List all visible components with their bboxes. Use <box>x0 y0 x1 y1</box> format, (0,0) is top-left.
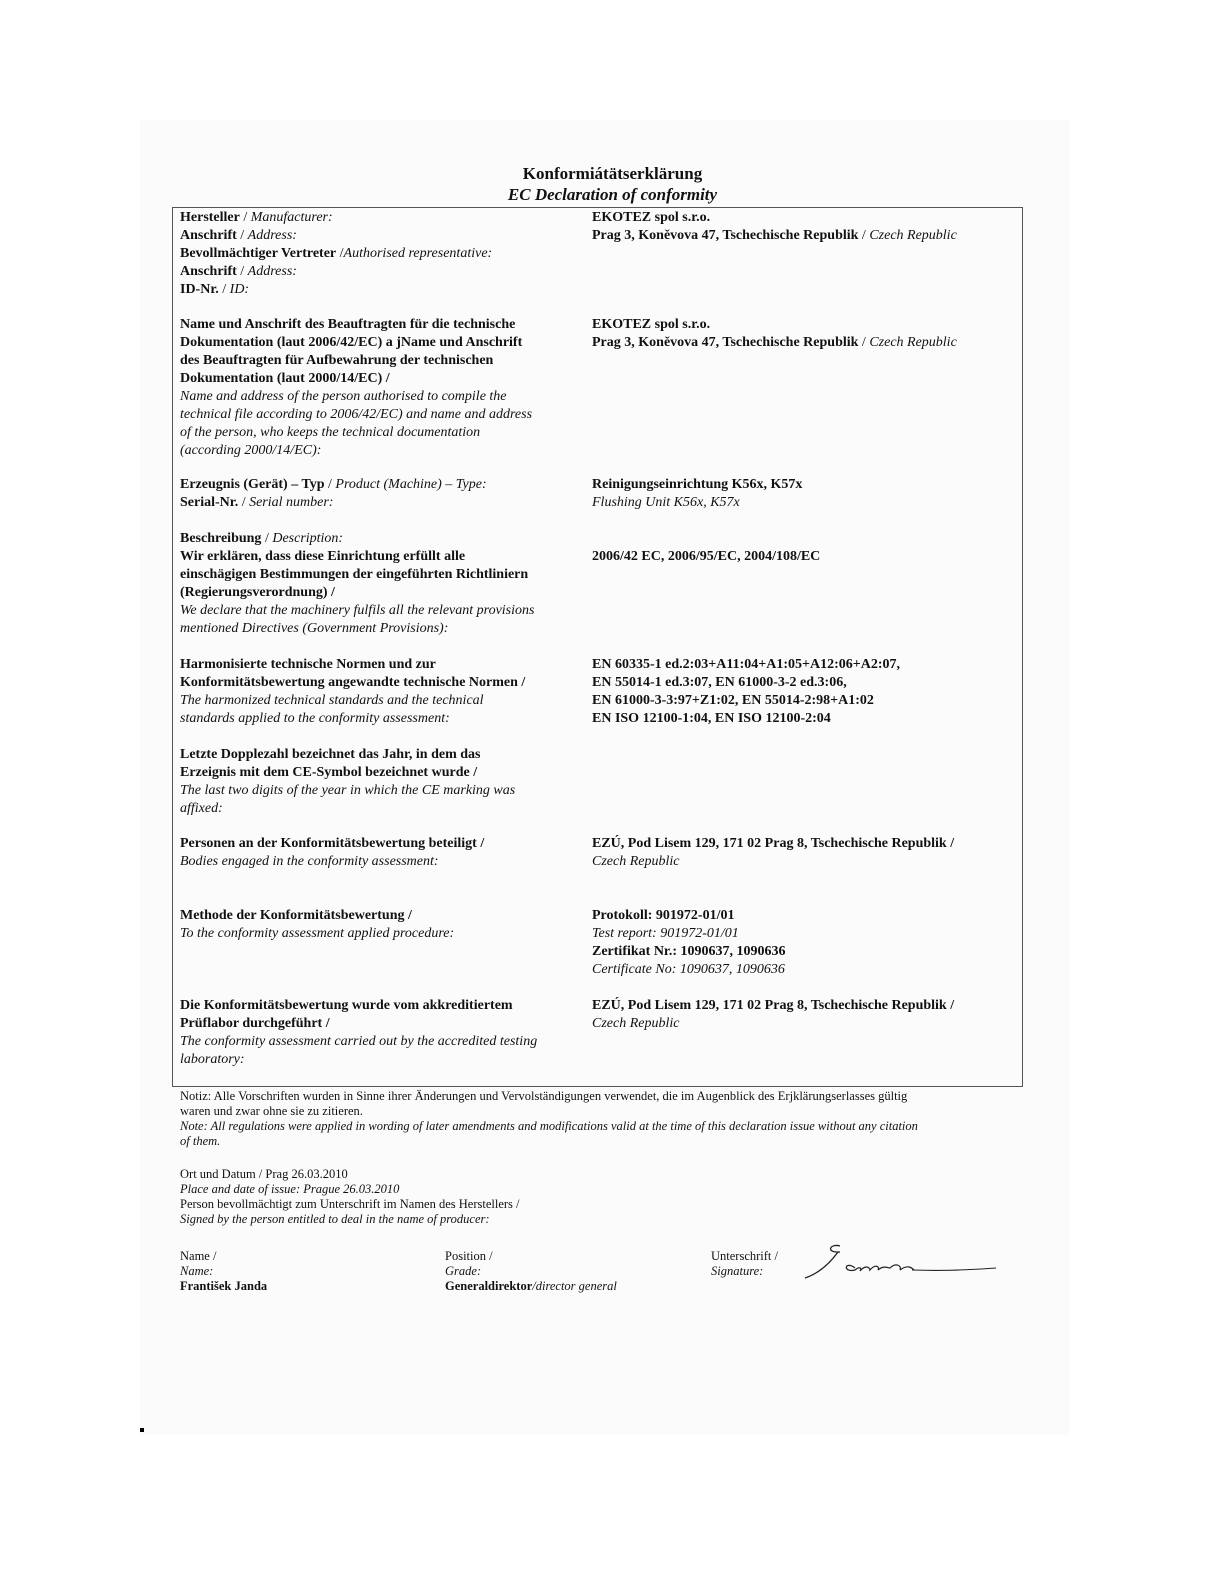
technical-doc-values: EKOTEZ spol s.r.o. Prag 3, Koněvova 47, Tschechische Republik / Czech Republic <box>592 317 957 350</box>
handwritten-signature <box>800 1238 1000 1288</box>
method-values: Protokoll: 901972-01/01 Test report: 901972-01/01 Zertifikat Nr.: 1090637, 1090636 Certificate No: 1090637, 1090636 <box>592 908 786 977</box>
manufacturer-labels: Hersteller / Manufacturer: Anschrift / Address: Bevollmächtiger Vertreter /Authorised representative: Anschrift / Address: ID-Nr. / ID: <box>180 210 493 297</box>
lab-values: EZÚ, Pod Lisem 129, 171 02 Prag 8, Tschechische Republik / Czech Republic <box>592 998 955 1031</box>
lab-labels: Die Konformitätsbewertung wurde vom akkreditiertem Prüflabor durchgeführt / The conformity assessment carried out by the accredited testing laboratory: <box>180 998 538 1067</box>
technical-doc-labels: Name und Anschrift des Beauftragten für die technische Dokumentation (laut 2006/42/EC) a jName und Anschrift des Beauftragten für Aufbewahrung der technischen Dokumentation (laut 2000/14/EC) / Name and address of the person authorised to compile the technical file according to 2006/42/EC) and name and address of the person, who keeps the technical documentation (according 2000/14/EC): <box>180 317 533 458</box>
standards-labels: Harmonisierte technische Normen und zur Konformitätsbewertung angewandte technische Normen / The harmonized technical standards and the technical standards applied to the conformity assessment: <box>180 657 526 726</box>
method-labels: Methode der Konformitätsbewertung / To the conformity assessment applied procedure: <box>180 908 455 941</box>
directives-value: 2006/42 EC, 2006/95/EC, 2004/108/EC <box>592 549 821 564</box>
standards-values: EN 60335-1 ed.2:03+A11:04+A1:05+A12:06+A2:07, EN 55014-1 ed.3:07, EN 61000-3-2 ed.3:06, EN 61000-3-3:97+Z1:02, EN 55014-2:98+A1:02 EN ISO 12100-1:04, EN ISO 12100-2:04 <box>592 657 900 726</box>
ce-marking-labels: Letzte Dopplezahl bezeichnet das Jahr, in dem das Erzeignis mit dem CE-Symbol bezeichnet wurde / The last two digits of the year in which the CE marking was affixed: <box>180 747 516 816</box>
note: Notiz: Alle Vorschriften wurden in Sinne ihrer Änderungen und Vervolständigungen verwendet, die im Augenblick des Erjklärungserlasses gültig waren und zwar ohne sie zu zitieren. Note: All regulations were applied in wording of later amendments and modifications valid at the time of this declaration issue without any citation of them. <box>180 1089 918 1148</box>
product-values: Reinigungseinrichtung K56x, K57x Flushing Unit K56x, K57x <box>592 477 803 510</box>
scan-speck <box>140 1428 144 1432</box>
product-labels: Erzeugnis (Gerät) – Typ / Product (Machine) – Type: Serial-Nr. / Serial number: <box>180 477 487 510</box>
bodies-values: EZÚ, Pod Lisem 129, 171 02 Prag 8, Tschechische Republik / Czech Republic <box>592 836 955 869</box>
title-german: Konformiátätserklärung <box>522 164 703 183</box>
description-labels: Beschreibung / Description: Wir erklären, dass diese Einrichtung erfüllt alle einschägigen Bestimmungen der eingeführten Richtliniern (Regierungsverordnung) / We declare that the machinery fulfils all the relevant provisions mentioned Directives (Government Provisions): <box>180 531 535 636</box>
bodies-labels: Personen an der Konformitätsbewertung beteiligt / Bodies engaged in the conformity assessment: <box>180 836 485 869</box>
name-block: Name / Name: František Janda <box>180 1249 268 1293</box>
signature-label-block: Unterschrift / Signature: <box>711 1249 778 1278</box>
place-date: Ort und Datum / Prag 26.03.2010 Place and date of issue: Prague 26.03.2010 Person bevollmächtigt zum Unterschrift im Namen des Herstellers / Signed by the person entitled to deal in the name of producer: <box>180 1167 520 1226</box>
position-block: Position / Grade: Generaldirektor/director general <box>445 1249 617 1293</box>
manufacturer-values: EKOTEZ spol s.r.o. Prag 3, Koněvova 47, Tschechische Republik / Czech Republic <box>592 210 957 243</box>
title-english: EC Declaration of conformity <box>507 185 718 204</box>
